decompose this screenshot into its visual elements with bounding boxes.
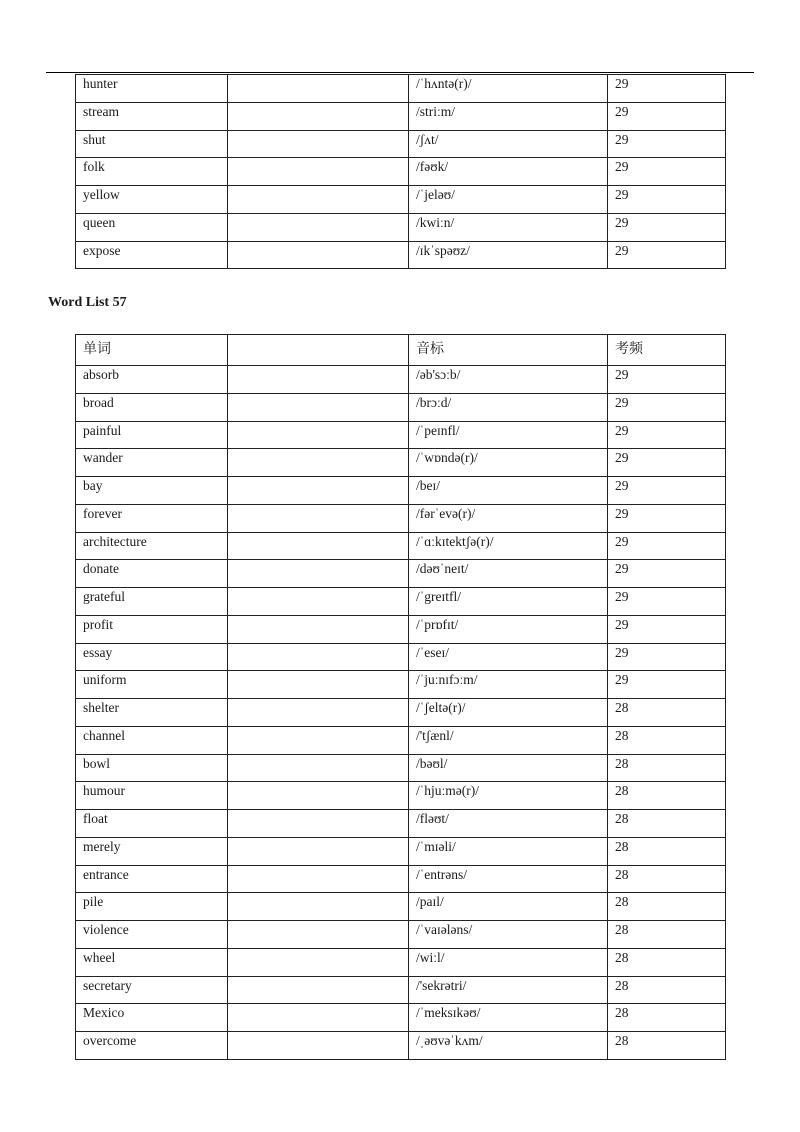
frequency-cell: 29 (608, 130, 726, 158)
blank-cell (228, 921, 409, 949)
word-cell: shelter (76, 699, 228, 727)
blank-cell (228, 421, 409, 449)
page-header-rule (46, 72, 754, 73)
table-row (76, 102, 726, 130)
blank-cell (228, 615, 409, 643)
frequency-cell: 29 (608, 366, 726, 394)
word-cell: bowl (76, 754, 228, 782)
table-row (76, 504, 726, 532)
phonetic-cell: /bəʊl/ (409, 754, 608, 782)
phonetic-cell: /ˈhʌntə(r)/ (409, 75, 608, 103)
blank-cell (228, 560, 409, 588)
table-row (76, 726, 726, 754)
phonetic-cell: /ˈwɒndə(r)/ (409, 449, 608, 477)
table-row (76, 421, 726, 449)
phonetic-cell: /ˈpeɪnfl/ (409, 421, 608, 449)
word-cell: pile (76, 893, 228, 921)
frequency-cell: 28 (608, 782, 726, 810)
table-row (76, 782, 726, 810)
frequency-cell: 29 (608, 449, 726, 477)
word-cell: secretary (76, 976, 228, 1004)
blank-cell (228, 893, 409, 921)
frequency-cell: 28 (608, 810, 726, 838)
table-row (76, 643, 726, 671)
blank-cell (228, 532, 409, 560)
phonetic-cell: /ˈjeləʊ/ (409, 186, 608, 214)
phonetic-cell: /wiːl/ (409, 948, 608, 976)
phonetic-cell: /ˈprɒfɪt/ (409, 615, 608, 643)
table-row (76, 893, 726, 921)
word-cell: painful (76, 421, 228, 449)
frequency-cell: 28 (608, 976, 726, 1004)
blank-cell (228, 810, 409, 838)
continued-word-table (75, 74, 726, 269)
table-row (76, 393, 726, 421)
phonetic-cell: /beɪ/ (409, 477, 608, 505)
header-blank (228, 335, 409, 366)
frequency-cell: 29 (608, 477, 726, 505)
word-cell: merely (76, 837, 228, 865)
table-row (76, 1004, 726, 1032)
word-cell: hunter (76, 75, 228, 103)
table-row (76, 754, 726, 782)
phonetic-cell: /fləʊt/ (409, 810, 608, 838)
table-row (76, 213, 726, 241)
frequency-cell: 28 (608, 726, 726, 754)
phonetic-cell: /ˈgreɪtfl/ (409, 588, 608, 616)
word-cell: absorb (76, 366, 228, 394)
blank-cell (228, 643, 409, 671)
table-row (76, 588, 726, 616)
word-cell: donate (76, 560, 228, 588)
table-row (76, 921, 726, 949)
word-cell: architecture (76, 532, 228, 560)
table-row (76, 477, 726, 505)
blank-cell (228, 393, 409, 421)
table-row (76, 699, 726, 727)
frequency-cell: 29 (608, 560, 726, 588)
blank-cell (228, 102, 409, 130)
phonetic-cell: /ʃʌt/ (409, 130, 608, 158)
phonetic-cell: /ɪkˈspəʊz/ (409, 241, 608, 269)
blank-cell (228, 75, 409, 103)
blank-cell (228, 782, 409, 810)
word-list-table (75, 334, 726, 1060)
table-row (76, 615, 726, 643)
phonetic-cell: /ˈentrəns/ (409, 865, 608, 893)
frequency-cell: 29 (608, 186, 726, 214)
frequency-cell: 29 (608, 671, 726, 699)
phonetic-cell: /ˈjuːnɪfɔːm/ (409, 671, 608, 699)
frequency-cell: 29 (608, 532, 726, 560)
table-row (76, 241, 726, 269)
word-cell: stream (76, 102, 228, 130)
word-cell: wander (76, 449, 228, 477)
frequency-cell: 28 (608, 1032, 726, 1060)
word-cell: expose (76, 241, 228, 269)
blank-cell (228, 948, 409, 976)
table-row (76, 865, 726, 893)
table-row (76, 532, 726, 560)
frequency-cell: 28 (608, 893, 726, 921)
table-row (76, 671, 726, 699)
blank-cell (228, 1032, 409, 1060)
frequency-cell: 29 (608, 504, 726, 532)
frequency-cell: 29 (608, 393, 726, 421)
phonetic-cell: /striːm/ (409, 102, 608, 130)
frequency-cell: 29 (608, 102, 726, 130)
word-cell: Mexico (76, 1004, 228, 1032)
table-row (76, 366, 726, 394)
phonetic-cell: /ˈmɪəli/ (409, 837, 608, 865)
blank-cell (228, 213, 409, 241)
word-cell: float (76, 810, 228, 838)
phonetic-cell: /dəʊˈneɪt/ (409, 560, 608, 588)
blank-cell (228, 477, 409, 505)
word-cell: wheel (76, 948, 228, 976)
table-row (76, 449, 726, 477)
table-row (76, 810, 726, 838)
frequency-cell: 29 (608, 75, 726, 103)
header-frequency: 考频 (608, 335, 726, 366)
blank-cell (228, 588, 409, 616)
word-cell: queen (76, 213, 228, 241)
frequency-cell: 29 (608, 588, 726, 616)
blank-cell (228, 671, 409, 699)
phonetic-cell: /fərˈevə(r)/ (409, 504, 608, 532)
blank-cell (228, 1004, 409, 1032)
blank-cell (228, 449, 409, 477)
frequency-cell: 29 (608, 421, 726, 449)
word-cell: humour (76, 782, 228, 810)
word-cell: yellow (76, 186, 228, 214)
phonetic-cell: /brɔːd/ (409, 393, 608, 421)
blank-cell (228, 837, 409, 865)
frequency-cell: 28 (608, 837, 726, 865)
phonetic-cell: /əb'sɔːb/ (409, 366, 608, 394)
header-phonetic: 音标 (409, 335, 608, 366)
frequency-cell: 29 (608, 241, 726, 269)
word-cell: uniform (76, 671, 228, 699)
word-cell: folk (76, 158, 228, 186)
table-row (76, 158, 726, 186)
table-row (76, 976, 726, 1004)
table-row (76, 837, 726, 865)
blank-cell (228, 366, 409, 394)
frequency-cell: 29 (608, 213, 726, 241)
word-list-table-body (76, 366, 726, 1060)
blank-cell (228, 699, 409, 727)
table-row (76, 560, 726, 588)
frequency-cell: 29 (608, 158, 726, 186)
blank-cell (228, 976, 409, 1004)
header-word: 单词 (76, 335, 228, 366)
frequency-cell: 29 (608, 643, 726, 671)
frequency-cell: 28 (608, 865, 726, 893)
table-row (76, 186, 726, 214)
table-row (76, 1032, 726, 1060)
blank-cell (228, 754, 409, 782)
word-cell: essay (76, 643, 228, 671)
phonetic-cell: /'tʃænl/ (409, 726, 608, 754)
blank-cell (228, 241, 409, 269)
frequency-cell: 28 (608, 699, 726, 727)
phonetic-cell: /ˈhjuːmə(r)/ (409, 782, 608, 810)
phonetic-cell: /kwiːn/ (409, 213, 608, 241)
frequency-cell: 28 (608, 948, 726, 976)
word-cell: shut (76, 130, 228, 158)
phonetic-cell: /ˈeseɪ/ (409, 643, 608, 671)
table-row (76, 75, 726, 103)
phonetic-cell: /'sekrətri/ (409, 976, 608, 1004)
blank-cell (228, 130, 409, 158)
blank-cell (228, 726, 409, 754)
frequency-cell: 29 (608, 615, 726, 643)
table-row (76, 948, 726, 976)
phonetic-cell: /ˈʃeltə(r)/ (409, 699, 608, 727)
phonetic-cell: /ˈvaɪələns/ (409, 921, 608, 949)
blank-cell (228, 158, 409, 186)
word-cell: entrance (76, 865, 228, 893)
blank-cell (228, 865, 409, 893)
word-cell: profit (76, 615, 228, 643)
blank-cell (228, 504, 409, 532)
word-cell: violence (76, 921, 228, 949)
phonetic-cell: /ˈmeksɪkəʊ/ (409, 1004, 608, 1032)
blank-cell (228, 186, 409, 214)
word-cell: broad (76, 393, 228, 421)
frequency-cell: 28 (608, 754, 726, 782)
phonetic-cell: /ˈɑːkɪtektʃə(r)/ (409, 532, 608, 560)
frequency-cell: 28 (608, 1004, 726, 1032)
word-cell: overcome (76, 1032, 228, 1060)
continued-word-table-body (76, 75, 726, 269)
phonetic-cell: /ˌəʊvəˈkʌm/ (409, 1032, 608, 1060)
word-cell: channel (76, 726, 228, 754)
table-row (76, 130, 726, 158)
table-header-row (76, 335, 726, 366)
phonetic-cell: /fəʊk/ (409, 158, 608, 186)
frequency-cell: 28 (608, 921, 726, 949)
word-cell: forever (76, 504, 228, 532)
word-list-title: Word List 57 (48, 295, 127, 310)
word-cell: bay (76, 477, 228, 505)
phonetic-cell: /paɪl/ (409, 893, 608, 921)
word-cell: grateful (76, 588, 228, 616)
